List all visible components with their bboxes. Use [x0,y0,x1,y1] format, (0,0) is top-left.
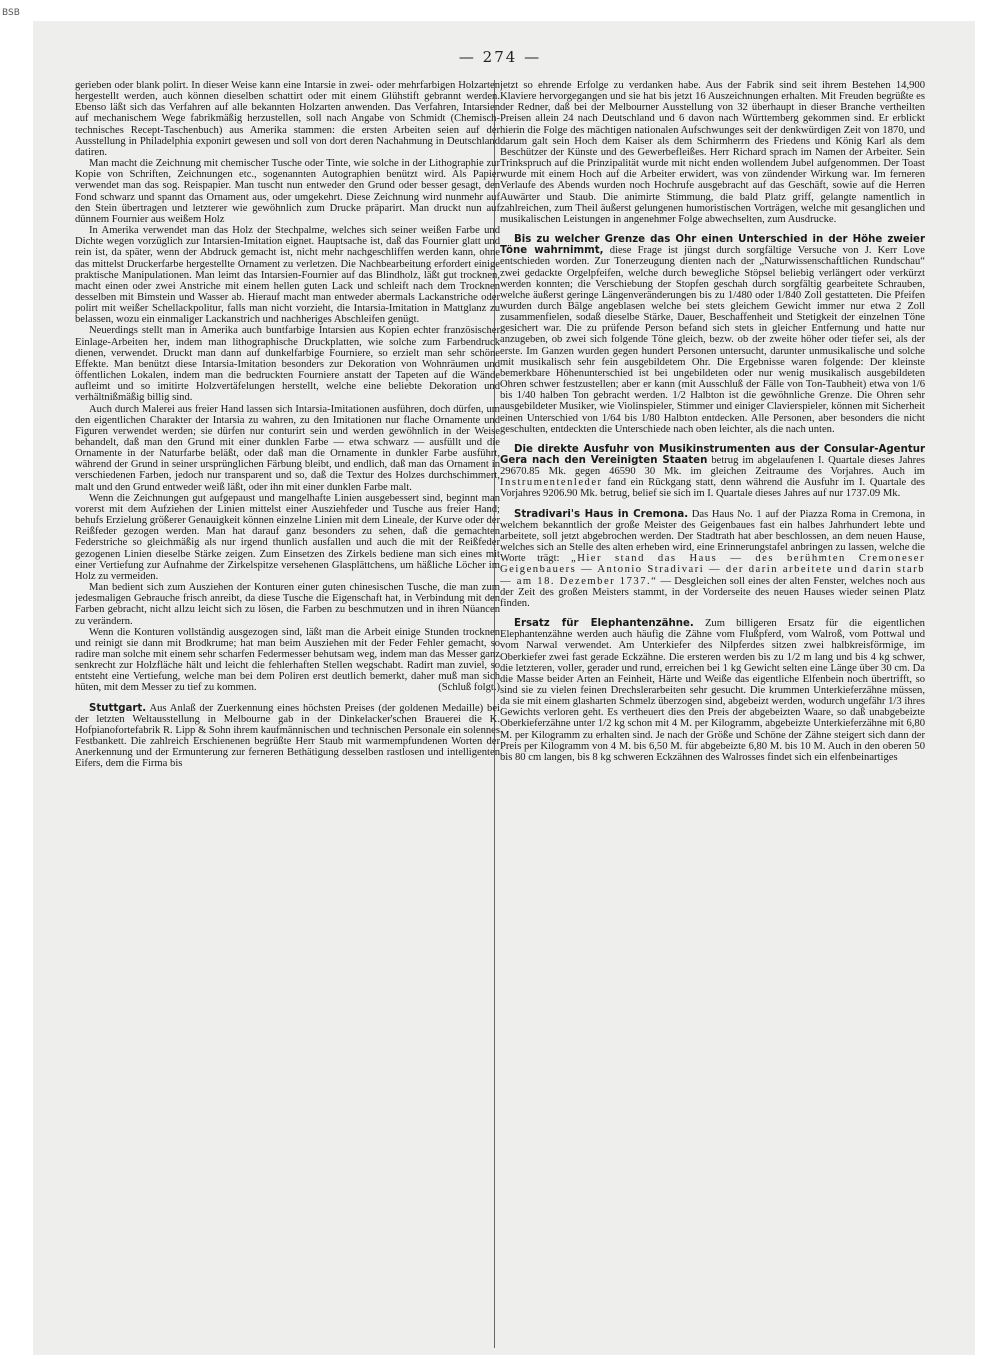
intarsia-paragraph [75,627,500,694]
intarsia-text: Wenn die Konturen vollständig ausgezogen sind, läßt man die Arbeit einige Stunden trocknen und reinigt sie dann mit Brodkrume; hat man beim Ausziehen mit der Feder Fehler gemacht, so radire man solche mit einem sehr scharfen Federmesser behutsam weg, indem man das Messer ganz senkrecht zur Holzfläche hält und leicht die fehlerhaften Stellen wegschabt. Radirt man zuviel, so entsteht eine Vertiefung, welche man bei dem Poliren erst deutlich bemerkt, daher muß man sich hüten, mit dem Messer zu tief zu kommen. [75,626,500,694]
ohr-article [500,234,925,435]
article-text: diese Frage ist jüngst durch sorgfältige Versuche von J. Kerr Love entschieden worden. Zur Tonerzeugung dienten nach der „Naturwissenschaftlichen Rundschau“ zwei gedackte Orgelpfeifen, welche durch bewegliche Stöpsel beliebig verlängert oder verkürzt werden konnten; die Verschiebung der Stopfen geschah durch sorgfältig gearbeitete Schrauben, welche äußerst geringe Längenveränderungen bis zu 1/480 oder 1/840 Zoll gestatteten. Die Pfeifen wurden durch Bälge angeblasen welche bei stets gleichem Gewicht immer nur etwa 2 Zoll zusammenfielen, sodaß dieselbe Stärke, Dauer, Beschaffenheit und Stetigkeit der einzelnen Töne gesichert war. Die zu prüfende Person befand sich stets in gleicher Entfernung und hatte nur anzugeben, ob zwei sich folgende Töne gleich, bezw. ob der zweite höher oder tiefer sei, als der erste. Im Ganzen wurden gegen hundert Personen untersucht, darunter unmusikalische und solche mit musikalisch sehr fein ausgebildetem Ohr. Die Ergebnisse waren folgende: Der kleinste bemerkbare Höhenunterschied ist bei ungebildeten oder nur wenig musikalisch ausgebildeten Ohren schwer festzustellen; aber er kann (mit Ausschluß der Fälle von Ton-Taubheit) etwa von 1/6 bis 1/40 halben Ton gebracht werden. 1/2 Halbton ist die gewöhnliche Grenze. Die Ohren sehr ausgebildeter Musiker, wie Violinspieler, Stimmer und einiger Clavierspieler, können mit Sicherheit einen Unterschied von 1/64 bis 1/80 Halbton entdecken. Alle Personen, aber besonders die nicht geschulten, entdeckten die Unterschiede nach oben leichter, als die nach unten. [500,245,925,435]
continuation-note: (Schluß folgt.) [438,682,500,694]
intarsia-paragraph: Wenn die Zeichnungen gut aufgepaust und mangelhafte Linien ausgebessert sind, beginnt man vorerst mit dem Aufziehen der Linien mittelst einer Ausziehfeder und Tusche aus freier Hand; behufs Erzielung größerer Genauigkeit können einzelne Linien mit dem Lineale, der Kurve oder der Reißfeder gezogen werden. Man hat darauf ganz besonders zu sehen, daß die gemachten Federstriche so gleichmäßig als nur irgend thunlich ausfallen und auch die mit der Reißfeder gezogenen Linien dieselbe Stärke zeigen. Zum Einsetzen des Zirkels bediene man sich eines mit einer Vertiefung zur Aufnahme der Zirkelspitze versehenen Glasplättchens, um häßliche Löcher im Holz zu vermeiden. [75,492,500,582]
library-mark: BSB [2,8,20,18]
article-heading: Bis zu welcher Grenze das Ohr einen Unterschied in der Höhe zweier Töne wahrnimmt, [500,234,925,257]
ausfuhr-article [500,444,925,500]
stuttgart-continuation: jetzt so ehrende Erfolge zu verdanken habe. Aus der Fabrik sind seit ihrem Bestehen 14,900 Klaviere hervorgegangen und sie hat bis jetzt 16 Auszeichnungen erhalten. Mit Freuden begrüßte es der Redner, daß bei der Melbourner Ausstellung von 32 überhaupt in dieser Branche vertheilten Preisen allein 24 nach Deutschland und 6 davon nach Württemberg gekommen sind. Er erblickt hierin die Folge des mächtigen nationalen Aufschwunges seit der denkwürdigen Zeit von 1870, und darum galt sein Hoch dem Kaiser als dem Schirmherrn des Friedens und König Karl als dem Beschützer der Künste und des Gewerbefleißes. Herr Richard sprach im Namen der Arbeiter. Sein Trinkspruch auf die Prinzipalität wurde mit nicht enden wollendem Jubel aufgenommen. Der Toast wurde mit einem Hoch auf die Arbeiter erwidert, was von zündender Wirkung war. Im ferneren Verlaufe des Abends wurden noch Hochrufe ausgebracht auf das Geschäft, sowie auf die Herren Auwärter und Staub. Die animirte Stimmung, die bald Platz griff, gelangte namentlich in zahlreichen, zum Theil äußerst gelungenen humoristischen Vorträgen, welche mit gesanglichen und musikalischen Leistungen in angenehmer Folge abwechselten, zum Ausdrucke. [500,80,925,225]
article-text: betrug im abgelaufenen I. Quartale dieses Jahres 29670.85 Mk. gegen 46590 30 Mk. im gleichen Zeitraume des Vorjahres. Auch im [500,455,925,478]
stuttgart-article [75,703,500,770]
intarsia-paragraph: Neuerdings stellt man in Amerika auch buntfarbige Intarsien aus Kopien echter französischer Einlage-Arbeiten her, indem man lithographische Druckplatten, wie solche zum Farbendruck dienen, verwendet. Druckt man dann auf dunkelfarbige Fourniere, so erzielt man sehr schöne Effekte. Man benützt diese Intarsia-Imitation besonders zur Dekoration von Wohnräumen und öffentlichen Lokalen, indem man die bedruckten Fourniere anstatt der Tapeten auf die Wände aufleimt und so imitirte Holzvertäfelungen herstellt, welche eine beliebte Dekoration und verhältnißmäßig billig sind. [75,325,500,404]
article-text: fand ein Rückgang statt, denn während die Ausfuhr im I. Quartale des Vorjahres 9206.90 Mk. betrug, belief sie sich im I. Quartale dieses Jahres auf nur 1737.09 Mk. [500,477,925,500]
inscription-quote: „Hier stand das Haus — des berühmten Cremoneser Geigenbauers — Antonio Stradivari — der darin arbeitete und darin starb — am 18. Dezember 1737.“ [500,553,925,587]
intarsia-paragraph: In Amerika verwendet man das Holz der Stechpalme, welches sich seiner weißen Farbe und Dichte wegen vorzüglich zur Intarsien-Imitation eignet. Hauptsache ist, daß das Fournier glatt und rein ist, da später, wenn der Abdruck gemacht ist, nicht mehr nachgeschliffen werden kann, ohne das mittelst Druckerfarbe hergestellte Ornament zu verletzen. Die Nachbearbeitung erfordert einige praktische Manipulationen. Man leimt das Intarsien-Fournier auf das Blindholz, läßt gut trocknen, macht einen oder zwei Anstriche mit einem hellen guten Lack und schleift nach dem Trocknen desselben mit Bimstein und Wasser ab. Hierauf macht man entweder abermals Lackanstriche oder polirt mit weißer Schellackpolitur, falls man nicht vorzieht, die Intarsia-Imitation in Mattglanz zu belassen, wozu ein einmaliger Lackanstrich und nachheriges Abschleifen genügt. [75,225,500,326]
article-heading: Ersatz für Elephantenzähne. [514,618,694,630]
article-text: Aus Anlaß der Zuerkennung eines höchsten Preises (der goldenen Medaille) bei der letzten Weltausstellung in Melbourne gab in der Dinkelacker'schen Brauerei die K. Hofpianofortefabrik R. Lipp & Sohn ihrem kaufmännischen und technischen Personale ein solennes Festbankett. Die zahlreich Erschienenen begrüßte Herr Staub mit warmempfundenen Worten der Anerkennung und der Ermunterung zur ferneren Bethätigung desselben rastlosen und intelligenten Eifers, dem die Firma bis [75,702,500,770]
intarsia-paragraph: Man bedient sich zum Ausziehen der Konturen einer guten chinesischen Tusche, die man zum jedesmaligen Gebrauche frisch anreibt, da diese Tusche die Eigenschaft hat, in Verbindung mit den Farben gebracht, nicht allzu leicht sich zu lösen, die Farben zu beschmutzen und in ihren Nüancen zu verändern. [75,582,500,627]
article-heading: Stradivari's Haus in Cremona. [514,508,689,520]
article-text: Das Haus No. 1 auf der Piazza Roma in Cremona, in welchem bekanntlich der große Meister des Geigenbaues fast ein halbes Jahrhundert lebte und arbeitete, soll jetzt abgebrochen werden. Der Stadtrath hat aber beschlossen, an dem neuen Hause, welches sich an Stelle des alten erheben wird, eine Erinnerungstafel anbringen zu lassen, welche die Worte trägt: [500,508,925,565]
intarsia-paragraph: Auch durch Malerei aus freier Hand lassen sich Intarsia-Imitationen ausführen, doch dürfen, um den eigentlichen Charakter der Intarsia zu wahren, zu den Imitationen nur flache Ornamente und Figuren verwendet werden; sie dürfen nur conturirt sein und werden gewöhnlich in der Weise behandelt, daß man den Grund mit einer dunklen Farbe — etwa schwarz — ausfüllt und die Ornamente in der Naturfarbe beläßt, oder daß man die Ornamente in dunkler Farbe ausführt, während der Grund in seiner ursprünglichen Färbung bleibt, und endlich, daß man das Ornament in verschiedenen Farben, jedoch nur transparent und so, daß die Textur des Holzes durchschimmert, malt und den Grund entweder weiß läßt, oder ihn mit einer dunklen Farbe malt. [75,403,500,493]
intarsia-paragraph: gerieben oder blank polirt. In dieser Weise kann eine Intarsie in zwei- oder mehrfarbigen Holzarten hergestellt werden, auch können dieselben schattirt oder mit einem Glühstift gebrannt werden. Ebenso läßt sich das Verfahren auf alle bekannten Holzarten anwenden. Das Verfahren, Intarsien auf mechanischem Wege fabrikmäßig herzustellen, soll nach Angabe von Schmidt (Chemisch-technisches Recept-Taschenbuch) aus Amerika stammen: die ersten Arbeiten seien auf der Ausstellung in Philadelphia exponirt gewesen und soll von dort deren Nachahmung in Deutschland datiren. [75,80,500,158]
page-number: — 274 — [458,48,542,66]
stradivari-article [500,509,925,609]
article-text: — Desgleichen soll eines der alten Fenster, welches noch aus der Zeit des großen Meisters stammt, in der Vorderseite des neuen Hauses wieder seinen Platz finden. [500,575,925,609]
article-heading: Stuttgart. [89,702,147,714]
ersatz-article [500,618,925,763]
left-column [75,80,500,1345]
article-text: Zum billigeren Ersatz für die eigentlichen Elephantenzähne werden auch häufig die Zähne vom Flußpferd, vom Walroß, vom Pottwal und vom Narwal verwendet. Am Unterkiefer des Nilpferdes sitzen zwei halbkreisförmige, im Oberkiefer zwei fast gerade Eckzähne. Die ersteren werden bis zu 1/2 m lang und bis 4 kg schwer, die letzteren, voller, gerader und rund, erreichen bei 1 kg Gewicht selten eine Länge über 30 cm. Da die Masse beider Arten an Feinheit, Härte und Weiße das eigentliche Elfenbein noch übertrifft, so sind sie zu vielen feinen Drechslerarbeiten sehr gesucht. Die krummen Unterkieferzähne müssen, da sie mit einem glasharten Schmelz überzogen sind, abgebeizt werden, wodurch ungefähr 1/3 ihres Gewichts verloren geht. Es vertheuert dies den Preis der abgebeizten Waare, so daß unabgebeizte Oberkieferzähne unter 1/2 kg schon mit 4 M. per Kilogramm, abgebeizte Unterkieferzähne mit 6,80 M. per Kilogramm zu erhalten sind. Je nach der Größe und Schöne der Zähne steigert sich dann der Preis per Kilogramm von 4 M. bis 6,50 M. für abgebeizte 6,80 M. bis 10 M. Auch in den oberen 50 bis 80 cm langen, bis 8 kg schweren Eckzähnen des Walrosses findet sich ein elfenbeinartiges [500,618,925,763]
right-column [500,80,925,1345]
intarsia-paragraph: Man macht die Zeichnung mit chemischer Tusche oder Tinte, wie solche in der Lithographie zur Kopie von Schriften, Zeichnungen etc., sogenannten Autographien benützt wird. Als Papier verwendet man das sog. Reispapier. Man tuscht nun entweder den Grund oder besser gesagt, den Fond schwarz und spannt das Ornament aus, oder umgekehrt. Diese Zeichnung wird nunmehr auf den Stein übertragen und letzterer wie gewöhnlich zum Drucke präparirt. Man druckt nun auf dünnem Fournier aus weißem Holz [75,158,500,225]
spaced-term: Instrumentenleder [500,477,603,489]
article-heading: Die direkte Ausfuhr von Musikinstrumenten aus der Consular-Agentur Gera nach den Vereinigten Staaten [500,443,925,466]
